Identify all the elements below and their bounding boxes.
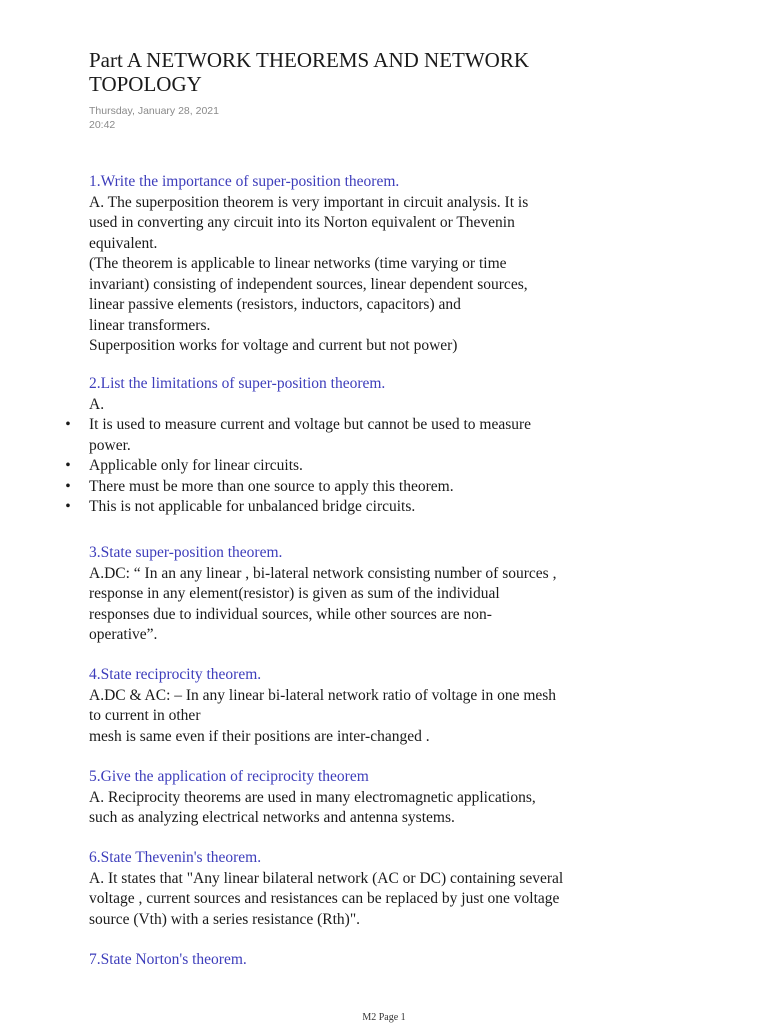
answer-1-line: linear transformers. bbox=[89, 316, 211, 334]
question-5-heading: 5.Give the application of reciprocity theorem bbox=[89, 768, 369, 785]
question-7-section bbox=[89, 950, 689, 971]
answer-1-line: equivalent. bbox=[89, 234, 158, 252]
answer-1-line: A. The superposition theorem is very important in circuit analysis. It is bbox=[89, 193, 529, 211]
answer-5-line: such as analyzing electrical networks and antenna systems. bbox=[89, 809, 455, 826]
answer-3-line: response in any element(resistor) is given as sum of the individual bbox=[89, 585, 500, 602]
question-3-heading: 3.State super-position theorem. bbox=[89, 544, 283, 561]
answer-4-line: to current in other bbox=[89, 707, 201, 724]
question-6-section bbox=[89, 848, 689, 930]
question-7-heading: 7.State Norton's theorem. bbox=[89, 951, 247, 968]
list-item-text: power. bbox=[89, 436, 131, 454]
list-item-text: It is used to measure current and voltage but cannot be used to measure bbox=[89, 416, 532, 433]
answer-4-line: mesh is same even if their positions are inter-changed . bbox=[89, 727, 430, 745]
answer-1-line: Superposition works for voltage and current but not power) bbox=[89, 337, 458, 354]
note-date: Thursday, January 28, 2021 bbox=[89, 105, 219, 117]
list-item bbox=[65, 415, 689, 456]
list-item-text: This is not applicable for unbalanced bridge circuits. bbox=[89, 498, 416, 515]
answer-3-line: operative”. bbox=[89, 626, 158, 643]
answer-5-line: A. Reciprocity theorems are used in many electromagnetic applications, bbox=[89, 788, 536, 806]
bullet-icon: • bbox=[65, 457, 71, 474]
question-4-section bbox=[89, 665, 689, 747]
limitations-list bbox=[65, 415, 689, 518]
bullet-icon: • bbox=[65, 416, 71, 433]
question-4-heading: 4.State reciprocity theorem. bbox=[89, 666, 262, 683]
bullet-icon: • bbox=[65, 498, 71, 515]
page-title bbox=[89, 48, 709, 96]
title-line-2: TOPOLOGY bbox=[89, 72, 202, 96]
answer-6-line: source (Vth) with a series resistance (Rth)". bbox=[89, 910, 361, 928]
list-item bbox=[65, 456, 689, 477]
answer-1-line: invariant) consisting of independent sources, linear dependent sources, bbox=[89, 275, 528, 293]
list-item bbox=[65, 477, 689, 498]
answer-6-line: voltage , current sources and resistances can be replaced by just one voltage bbox=[89, 890, 560, 907]
answer-1-line: linear passive elements (resistors, inductors, capacitors) and bbox=[89, 296, 461, 313]
list-item-text: There must be more than one source to apply this theorem. bbox=[89, 477, 454, 495]
list-item-text: Applicable only for linear circuits. bbox=[89, 457, 303, 474]
question-2-heading: 2.List the limitations of super-position theorem. bbox=[89, 375, 386, 392]
question-1-section bbox=[89, 172, 689, 357]
note-timestamp bbox=[89, 104, 219, 132]
page-footer: M2 Page 1 bbox=[362, 1012, 406, 1023]
note-time: 20:42 bbox=[89, 119, 116, 131]
answer-3-line: responses due to individual sources, while other sources are non- bbox=[89, 605, 492, 623]
answer-1-line: (The theorem is applicable to linear networks (time varying or time bbox=[89, 255, 507, 272]
title-line-1: Part A NETWORK THEOREMS AND NETWORK bbox=[89, 48, 530, 72]
question-5-section bbox=[89, 767, 689, 829]
bullet-icon: • bbox=[65, 477, 71, 495]
answer-4-line: A.DC & AC: – In any linear bi-lateral network ratio of voltage in one mesh bbox=[89, 686, 557, 704]
answer-3-line: A.DC: “ In an any linear , bi-lateral network consisting number of sources , bbox=[89, 564, 557, 582]
list-item bbox=[65, 497, 689, 518]
answer-2-prefix: A. bbox=[89, 395, 105, 413]
question-2-section bbox=[65, 374, 689, 518]
question-3-section bbox=[89, 543, 689, 646]
question-1-heading: 1.Write the importance of super-position theorem. bbox=[89, 173, 400, 190]
answer-6-line: A. It states that "Any linear bilateral network (AC or DC) containing several bbox=[89, 869, 564, 887]
answer-1-line: used in converting any circuit into its Norton equivalent or Thevenin bbox=[89, 214, 515, 231]
question-6-heading: 6.State Thevenin's theorem. bbox=[89, 849, 262, 866]
